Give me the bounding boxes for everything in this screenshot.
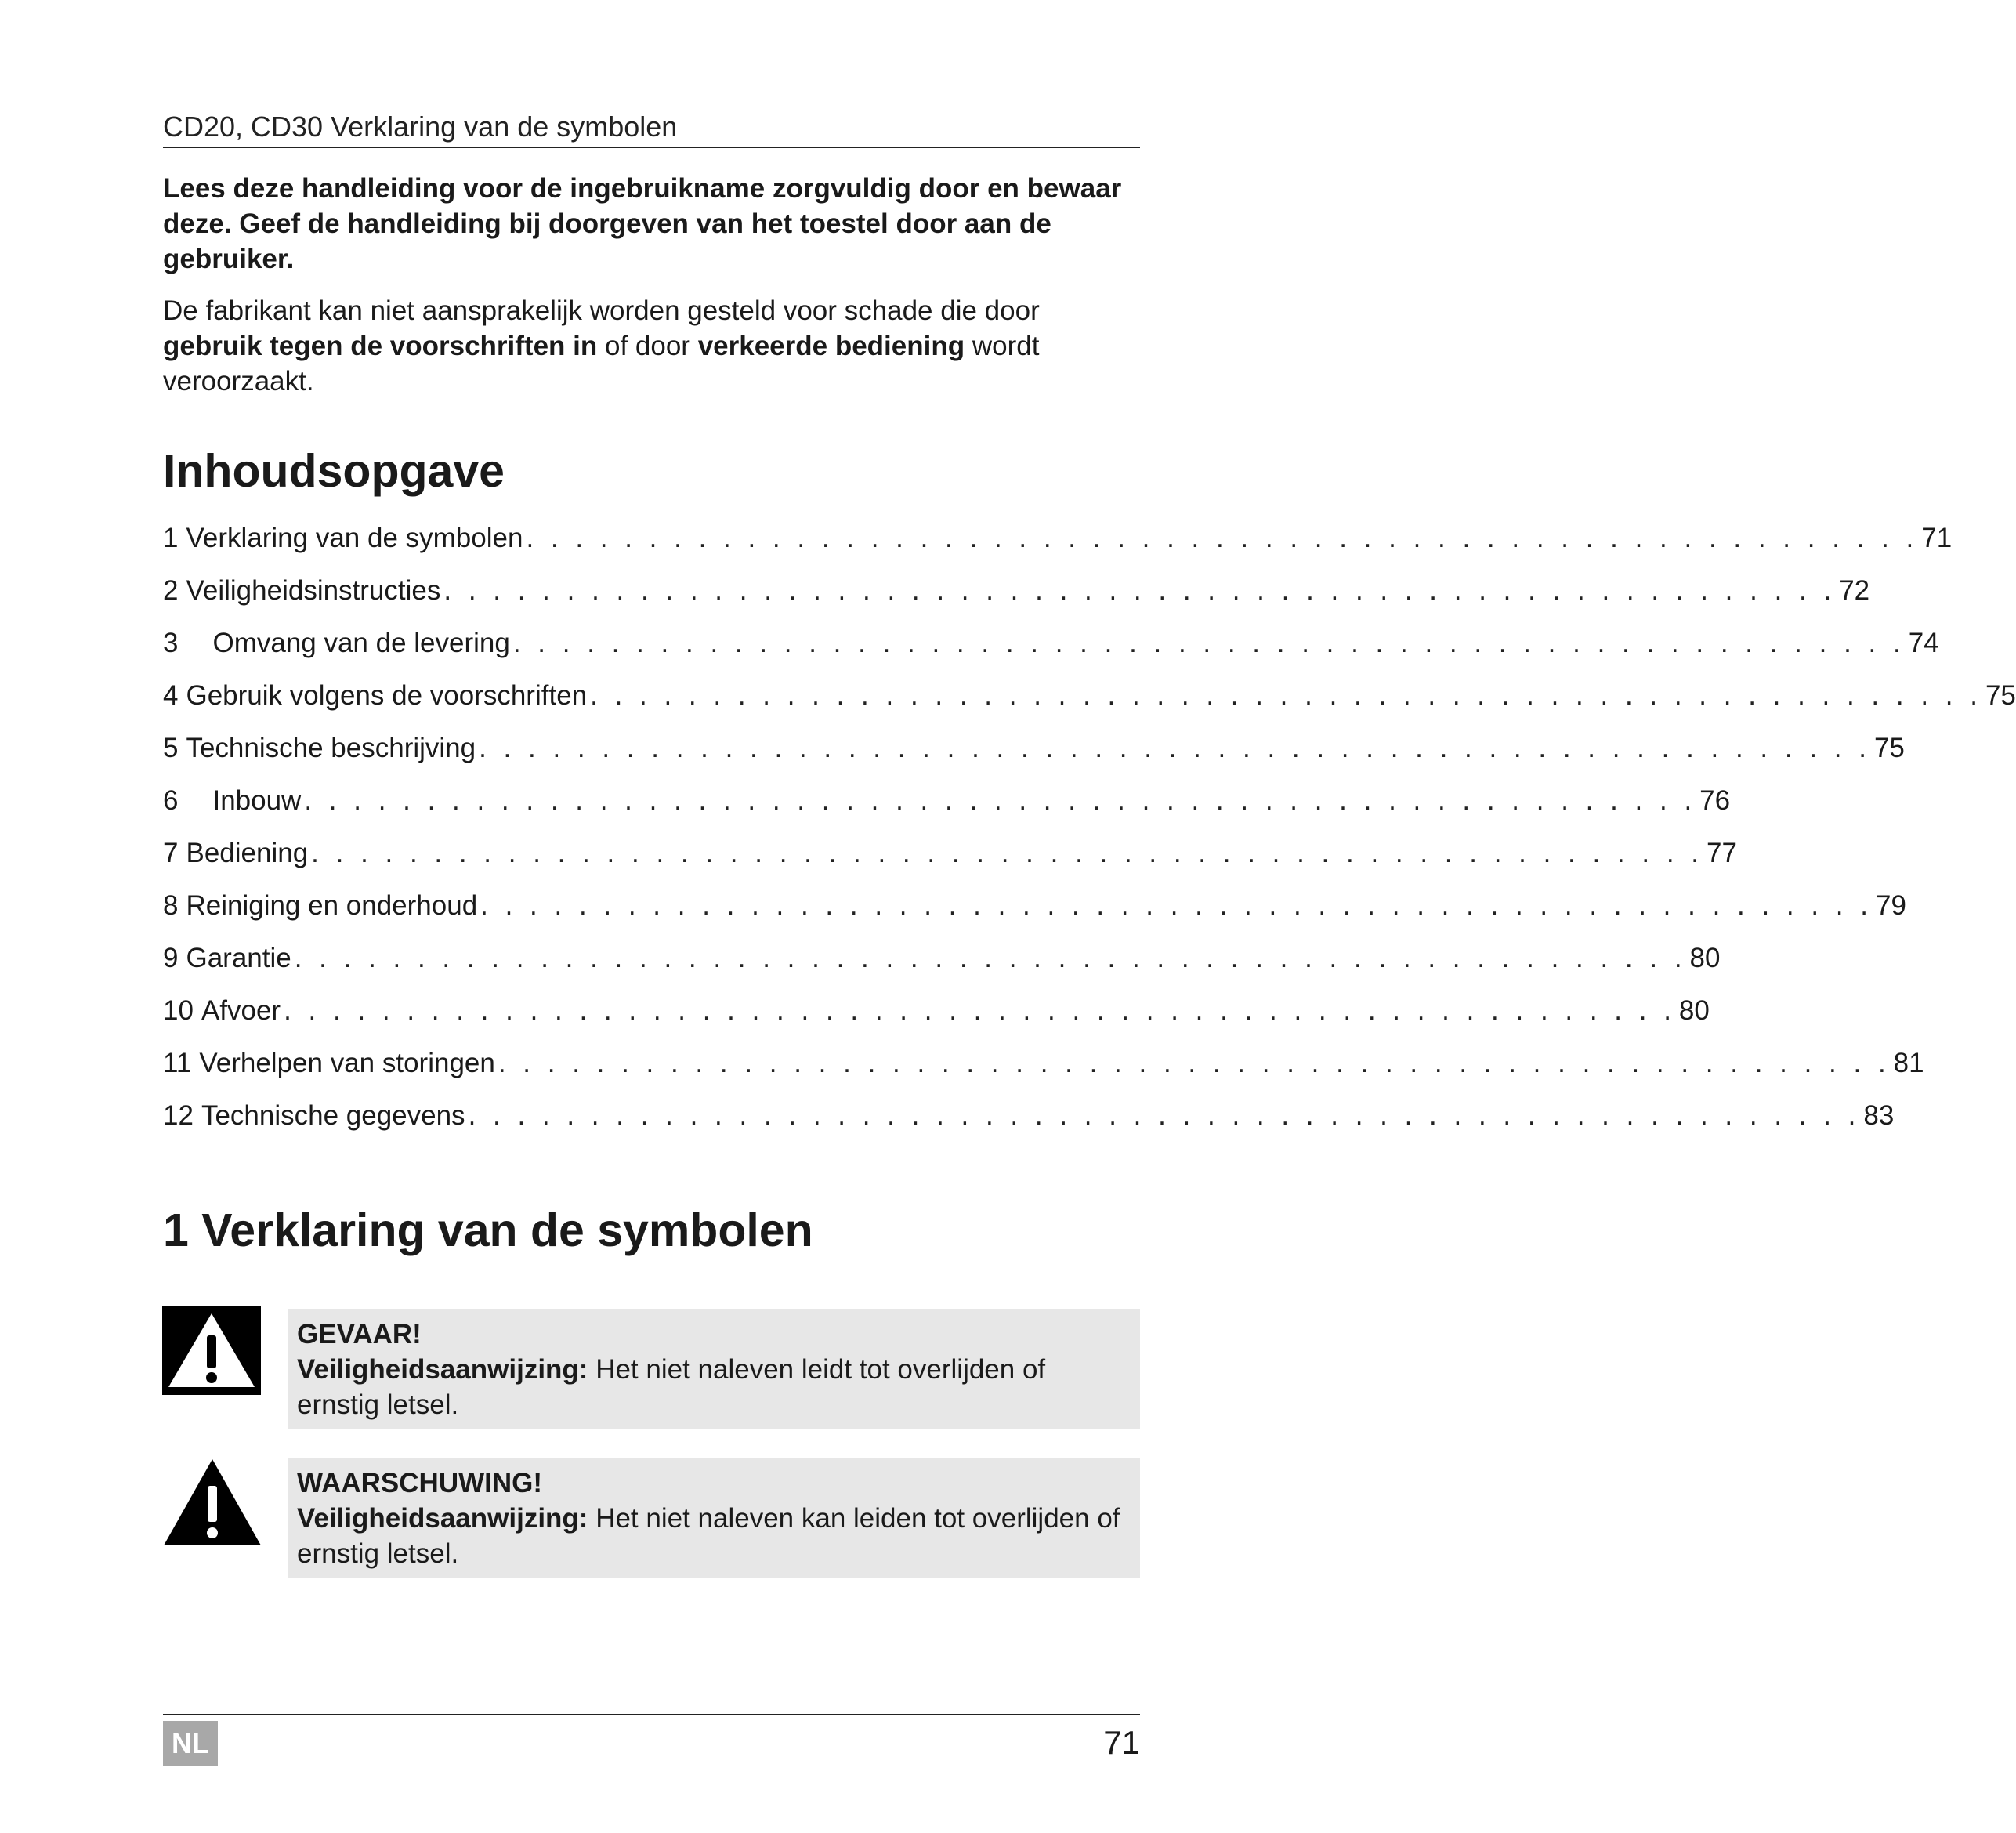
toc-entry-page: 72 <box>1839 575 1870 606</box>
toc-entry-number: 3 <box>163 628 179 658</box>
toc-entry-number: 8 <box>163 890 179 921</box>
toc-entry[interactable] <box>163 1045 1924 1081</box>
toc-entry-page: 74 <box>1908 628 1939 658</box>
toc-entry-label: Veiligheidsinstructies <box>186 575 441 606</box>
intro-warning-paragraph: Lees deze handleiding voor de ingebruikname zorgvuldig door en bewaar deze. Geef de handleiding bij doorgeven van het toestel door aan de gebruiker. <box>163 173 1122 274</box>
liability-text-end: wordt veroorzaakt. <box>163 331 1040 397</box>
warning-notice-text: Het niet naleven kan leiden tot overlijden of ernstig letsel. <box>297 1503 1120 1569</box>
toc-dot-leader: . . . . . . . . . . . . . . . . . . . . . . . . . . . . . . . . . . . . . . . . . . . . . . . . . . . . . . . . . <box>304 785 1697 816</box>
toc-entry[interactable] <box>163 678 2016 714</box>
toc-entry-number: 7 <box>163 838 179 868</box>
toc-entry[interactable] <box>163 1098 1895 1134</box>
liability-bold-1: gebruik tegen de voorschriften in <box>163 331 598 361</box>
footer-rule <box>163 1714 1140 1715</box>
warning-triangle-icon <box>162 1458 262 1551</box>
toc-entry-label: Inbouw <box>212 785 302 816</box>
toc-entry-page: 80 <box>1689 943 1721 973</box>
danger-notice-lead: Veiligheidsaanwijzing: <box>297 1354 588 1385</box>
toc-entry-number: 4 <box>163 680 179 711</box>
toc-dot-leader: . . . . . . . . . . . . . . . . . . . . . . . . . . . . . . . . . . . . . . . . . . . . . . . . . . . . . . . . . <box>512 628 1906 658</box>
danger-notice <box>288 1309 1140 1429</box>
toc-entry-label: Omvang van de levering <box>212 628 510 658</box>
toc-entry-number: 9 <box>163 943 179 973</box>
toc-dot-leader: . . . . . . . . . . . . . . . . . . . . . . . . . . . . . . . . . . . . . . . . . . . . . . . . . . . . . . . . . <box>590 680 1982 711</box>
toc-entry[interactable] <box>163 783 1731 819</box>
liability-text-mid: of door <box>597 331 698 361</box>
toc-entry-page: 75 <box>1985 680 2016 711</box>
liability-text-start: De fabrikant kan niet aansprakelijk worden gesteld voor schade die door <box>163 295 1040 326</box>
toc-entry-number: 5 <box>163 733 179 763</box>
toc-entry[interactable] <box>163 835 1737 871</box>
toc-entry-page: 79 <box>1875 890 1906 921</box>
toc-entry-page: 81 <box>1893 1048 1924 1078</box>
toc-title: Inhoudsopgave <box>163 445 505 497</box>
toc-entry-label: Technische beschrijving <box>186 733 476 763</box>
toc-dot-leader: . . . . . . . . . . . . . . . . . . . . . . . . . . . . . . . . . . . . . . . . . . . . . . . . . . . . . . . . . <box>311 838 1703 868</box>
toc-entry-label: Afvoer <box>201 995 281 1026</box>
toc-entry[interactable] <box>163 625 1939 661</box>
running-header: CD20, CD30 Verklaring van de symbolen <box>163 110 678 143</box>
warning-notice-lead: Veiligheidsaanwijzing: <box>297 1503 588 1534</box>
warning-notice-title: WAARSCHUWING! <box>297 1468 543 1498</box>
toc-entry-page: 76 <box>1699 785 1731 816</box>
toc-entry-number: 6 <box>163 785 179 816</box>
toc-dot-leader: . . . . . . . . . . . . . . . . . . . . . . . . . . . . . . . . . . . . . . . . . . . . . . . . . . . . . . . . . <box>284 995 1676 1026</box>
toc-entry-page: 77 <box>1707 838 1737 868</box>
toc-entry-number: 10 <box>163 995 194 1026</box>
toc-entry-page: 83 <box>1863 1100 1895 1131</box>
toc-entry-page: 75 <box>1873 733 1905 763</box>
toc-entry-label: Verhelpen van storingen <box>199 1048 495 1078</box>
toc-entry[interactable] <box>163 573 1870 609</box>
toc-dot-leader: . . . . . . . . . . . . . . . . . . . . . . . . . . . . . . . . . . . . . . . . . . . . . . . . . . . . . . . . . <box>479 733 1871 763</box>
toc-entry-label: Bediening <box>186 838 309 868</box>
toc-dot-leader: . . . . . . . . . . . . . . . . . . . . . . . . . . . . . . . . . . . . . . . . . . . . . . . . . . . . . . . . . <box>498 1048 1891 1078</box>
toc-entry-page: 80 <box>1678 995 1710 1026</box>
toc-entry-label: Technische gegevens <box>201 1100 465 1131</box>
toc-dot-leader: . . . . . . . . . . . . . . . . . . . . . . . . . . . . . . . . . . . . . . . . . . . . . . . . . . . . . . . . . <box>526 523 1919 553</box>
language-tag: NL <box>163 1721 218 1766</box>
danger-notice-text: Het niet naleven leidt tot overlijden of ernstig letsel. <box>297 1354 1046 1420</box>
toc-entry-number: 11 <box>163 1048 192 1078</box>
toc-entry-page: 71 <box>1921 523 1953 553</box>
toc-dot-leader: . . . . . . . . . . . . . . . . . . . . . . . . . . . . . . . . . . . . . . . . . . . . . . . . . . . . . . . . . <box>443 575 1837 606</box>
toc-entry-number: 12 <box>163 1100 194 1131</box>
toc-entry[interactable] <box>163 940 1721 976</box>
toc-entry[interactable] <box>163 993 1710 1029</box>
page-number: 71 <box>1103 1724 1140 1761</box>
toc-dot-leader: . . . . . . . . . . . . . . . . . . . . . . . . . . . . . . . . . . . . . . . . . . . . . . . . . . . . . . . . . <box>468 1100 1861 1131</box>
toc-entry[interactable] <box>163 730 1905 766</box>
liability-bold-2: verkeerde bediening <box>697 331 965 361</box>
toc-entry-number: 2 <box>163 575 179 606</box>
danger-notice-title: GEVAAR! <box>297 1319 422 1349</box>
section-title: 1 Verklaring van de symbolen <box>163 1204 813 1256</box>
warning-notice <box>288 1458 1140 1578</box>
warning-triangle-boxed-icon <box>162 1306 261 1399</box>
toc-entry-label: Gebruik volgens de voorschriften <box>186 680 588 711</box>
toc-dot-leader: . . . . . . . . . . . . . . . . . . . . . . . . . . . . . . . . . . . . . . . . . . . . . . . . . . . . . . . . . <box>480 890 1873 921</box>
toc-entry-label: Verklaring van de symbolen <box>186 523 523 553</box>
toc-entry-label: Garantie <box>186 943 291 973</box>
warning-notice-body <box>297 1501 1129 1571</box>
toc-dot-leader: . . . . . . . . . . . . . . . . . . . . . . . . . . . . . . . . . . . . . . . . . . . . . . . . . . . . . . . . . <box>294 943 1687 973</box>
danger-notice-body <box>297 1352 1129 1422</box>
header-rule <box>163 147 1140 148</box>
toc-entry[interactable] <box>163 520 1953 556</box>
toc-entry[interactable] <box>163 888 1906 924</box>
toc-entry-label: Reiniging en onderhoud <box>186 890 478 921</box>
liability-paragraph <box>163 293 1142 399</box>
toc-entry-number: 1 <box>163 523 179 553</box>
